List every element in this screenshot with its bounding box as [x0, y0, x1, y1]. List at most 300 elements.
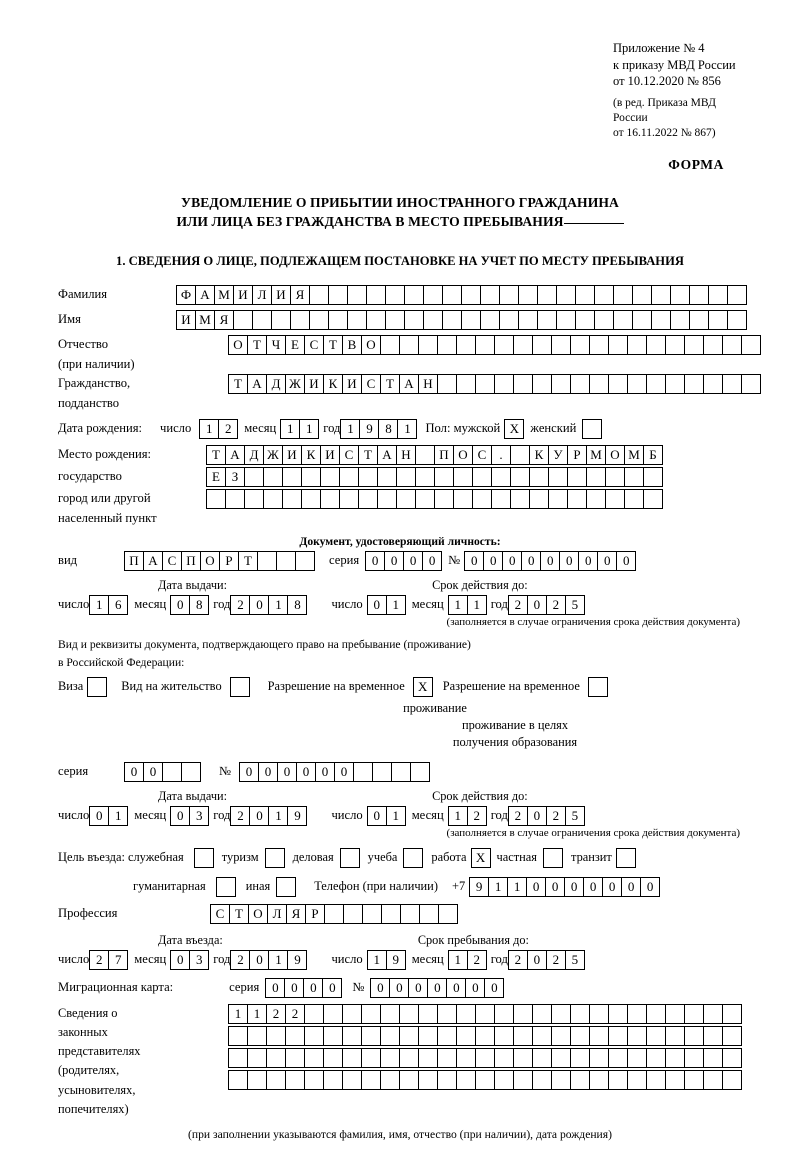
idvyear-cell-0[interactable]: 2	[508, 595, 528, 615]
bplace2-cell-2[interactable]	[244, 467, 264, 487]
bplace3-cell-4[interactable]	[282, 489, 302, 509]
bplace1-cell-10[interactable]: Н	[396, 445, 416, 465]
purpose-other-checkbox[interactable]	[276, 877, 296, 897]
pvmonth-cell-1[interactable]: 2	[467, 806, 487, 826]
name-cell-25[interactable]	[651, 310, 671, 330]
lrow2-cell-25[interactable]	[703, 1026, 723, 1046]
bplace3-cell-1[interactable]	[225, 489, 245, 509]
pvyear-cell-2[interactable]: 2	[546, 806, 566, 826]
bplace3-cell-13[interactable]	[453, 489, 473, 509]
lrow2-cell-15[interactable]	[513, 1026, 533, 1046]
idiyear-cell-0[interactable]: 2	[230, 595, 250, 615]
name-cell-19[interactable]	[537, 310, 557, 330]
name-cell-29[interactable]	[727, 310, 747, 330]
permit-valid-day-cells[interactable]	[367, 806, 406, 826]
syear-cell-2[interactable]: 2	[546, 950, 566, 970]
idtype-cell-8[interactable]	[276, 551, 296, 571]
idimonth-cell-1[interactable]: 8	[189, 595, 209, 615]
lrow3-cell-12[interactable]	[456, 1048, 476, 1068]
patronymic-cell-8[interactable]	[380, 335, 400, 355]
piyear-cell-1[interactable]: 0	[249, 806, 269, 826]
bplace3-cell-20[interactable]	[586, 489, 606, 509]
lrow3-cell-4[interactable]	[304, 1048, 324, 1068]
name-cell-5[interactable]	[271, 310, 291, 330]
emonth-cell-0[interactable]: 0	[170, 950, 190, 970]
lrow2-cell-14[interactable]	[494, 1026, 514, 1046]
ididay-cell-0[interactable]: 1	[89, 595, 109, 615]
idnumber-cell-4[interactable]: 0	[540, 551, 560, 571]
bplace3-cell-12[interactable]	[434, 489, 454, 509]
lrow4-cell-12[interactable]	[456, 1070, 476, 1090]
patronymic-cell-3[interactable]: Е	[285, 335, 305, 355]
bplace3-cell-19[interactable]	[567, 489, 587, 509]
citizenship-cell-23[interactable]	[665, 374, 685, 394]
lrow2-cell-3[interactable]	[285, 1026, 305, 1046]
name-cell-10[interactable]	[366, 310, 386, 330]
identity-valid-year-cells[interactable]	[508, 595, 585, 615]
bplace1-cell-5[interactable]: К	[301, 445, 321, 465]
bplace3-cell-0[interactable]	[206, 489, 226, 509]
name-cell-18[interactable]	[518, 310, 538, 330]
lrow1-cell-12[interactable]	[456, 1004, 476, 1024]
name-cell-11[interactable]	[385, 310, 405, 330]
bplace1-cell-21[interactable]: О	[605, 445, 625, 465]
citizenship-cell-5[interactable]: К	[323, 374, 343, 394]
idtype-cell-7[interactable]	[257, 551, 277, 571]
stay-month-cells[interactable]	[448, 950, 487, 970]
byear-cell-1[interactable]: 9	[359, 419, 379, 439]
idtype-cell-5[interactable]: Р	[219, 551, 239, 571]
sex-female-checkbox[interactable]	[582, 419, 602, 439]
lrow2-cell-7[interactable]	[361, 1026, 381, 1046]
name-cell-3[interactable]	[233, 310, 253, 330]
idiyear-cell-3[interactable]: 8	[287, 595, 307, 615]
bplace1-cell-13[interactable]: О	[453, 445, 473, 465]
bplace2-cell-9[interactable]	[377, 467, 397, 487]
bplace3-cell-10[interactable]	[396, 489, 416, 509]
stay-day-cells[interactable]	[367, 950, 406, 970]
citizenship-cell-8[interactable]: Т	[380, 374, 400, 394]
name-cell-0[interactable]: И	[176, 310, 196, 330]
name-cell-7[interactable]	[309, 310, 329, 330]
lrow1-cell-22[interactable]	[646, 1004, 666, 1024]
bplace2-cell-12[interactable]	[434, 467, 454, 487]
patronymic-cell-24[interactable]	[684, 335, 704, 355]
identity-issue-month-cells[interactable]	[170, 595, 209, 615]
citizenship-cell-6[interactable]: И	[342, 374, 362, 394]
lrow4-cell-4[interactable]	[304, 1070, 324, 1090]
lrow2-cell-16[interactable]	[532, 1026, 552, 1046]
patronymic-cell-14[interactable]	[494, 335, 514, 355]
lrow4-cell-19[interactable]	[589, 1070, 609, 1090]
idnumber-cell-7[interactable]: 0	[597, 551, 617, 571]
citizenship-cells[interactable]	[228, 374, 761, 394]
byear-cell-0[interactable]: 1	[340, 419, 360, 439]
surname-cell-8[interactable]	[328, 285, 348, 305]
purpose-work-checkbox[interactable]: X	[471, 848, 491, 868]
eyear-cell-3[interactable]: 9	[287, 950, 307, 970]
piday-cell-0[interactable]: 0	[89, 806, 109, 826]
citizenship-cell-16[interactable]	[532, 374, 552, 394]
lrow1-cell-2[interactable]: 2	[266, 1004, 286, 1024]
citizenship-cell-12[interactable]	[456, 374, 476, 394]
eyear-cell-0[interactable]: 2	[230, 950, 250, 970]
lrow4-cell-3[interactable]	[285, 1070, 305, 1090]
ididay-cell-1[interactable]: 6	[108, 595, 128, 615]
patronymic-cell-16[interactable]	[532, 335, 552, 355]
idseries-cell-3[interactable]: 0	[422, 551, 442, 571]
lrow3-cell-11[interactable]	[437, 1048, 457, 1068]
purpose-private-checkbox[interactable]	[543, 848, 563, 868]
lrow2-cell-19[interactable]	[589, 1026, 609, 1046]
lrow4-cell-24[interactable]	[684, 1070, 704, 1090]
bmonth-cell-0[interactable]: 1	[280, 419, 300, 439]
lrow2-cell-9[interactable]	[399, 1026, 419, 1046]
patronymic-cell-9[interactable]	[399, 335, 419, 355]
surname-cell-28[interactable]	[708, 285, 728, 305]
patronymic-cell-7[interactable]: О	[361, 335, 381, 355]
lrow4-cell-21[interactable]	[627, 1070, 647, 1090]
phone-cell-1[interactable]: 1	[488, 877, 508, 897]
mnumber-cell-3[interactable]: 0	[427, 978, 447, 998]
lrow4-cell-7[interactable]	[361, 1070, 381, 1090]
lrow4-cell-22[interactable]	[646, 1070, 666, 1090]
purpose-business-checkbox[interactable]	[340, 848, 360, 868]
pnumber-cell-6[interactable]	[353, 762, 373, 782]
citizenship-cell-9[interactable]: А	[399, 374, 419, 394]
bplace3-cell-7[interactable]	[339, 489, 359, 509]
purpose-tourism-checkbox[interactable]	[265, 848, 285, 868]
bplace2-cell-18[interactable]	[548, 467, 568, 487]
lrow3-cell-10[interactable]	[418, 1048, 438, 1068]
lrow1-cell-3[interactable]: 2	[285, 1004, 305, 1024]
patronymic-cell-13[interactable]	[475, 335, 495, 355]
lrow2-cell-8[interactable]	[380, 1026, 400, 1046]
patronymic-cell-6[interactable]: В	[342, 335, 362, 355]
idtype-cell-1[interactable]: А	[143, 551, 163, 571]
prof-cell-12[interactable]	[438, 904, 458, 924]
citizenship-cell-20[interactable]	[608, 374, 628, 394]
citizenship-cell-22[interactable]	[646, 374, 666, 394]
bplace2-cell-15[interactable]	[491, 467, 511, 487]
entry-month-cells[interactable]	[170, 950, 209, 970]
bplace1-cell-8[interactable]: Т	[358, 445, 378, 465]
pimonth-cell-0[interactable]: 0	[170, 806, 190, 826]
citizenship-cell-0[interactable]: Т	[228, 374, 248, 394]
idvyear-cell-1[interactable]: 0	[527, 595, 547, 615]
lrow3-cell-7[interactable]	[361, 1048, 381, 1068]
bplace1-cell-2[interactable]: Д	[244, 445, 264, 465]
surname-cell-22[interactable]	[594, 285, 614, 305]
citizenship-cell-2[interactable]: Д	[266, 374, 286, 394]
mnumber-cell-5[interactable]: 0	[465, 978, 485, 998]
patronymic-cell-20[interactable]	[608, 335, 628, 355]
lrow4-cell-1[interactable]	[247, 1070, 267, 1090]
lrow2-cell-0[interactable]	[228, 1026, 248, 1046]
patronymic-cell-5[interactable]: Т	[323, 335, 343, 355]
phone-cells[interactable]	[469, 877, 660, 897]
pnumber-cell-9[interactable]	[410, 762, 430, 782]
prof-cell-9[interactable]	[381, 904, 401, 924]
citizenship-cell-19[interactable]	[589, 374, 609, 394]
lrow1-cell-17[interactable]	[551, 1004, 571, 1024]
lrow2-cell-11[interactable]	[437, 1026, 457, 1046]
lrow4-cell-6[interactable]	[342, 1070, 362, 1090]
phone-cell-3[interactable]: 0	[526, 877, 546, 897]
permit-series-cells[interactable]	[124, 762, 201, 782]
idnumber-cell-8[interactable]: 0	[616, 551, 636, 571]
bplace1-cell-9[interactable]: А	[377, 445, 397, 465]
bmonth-cell-1[interactable]: 1	[299, 419, 319, 439]
lrow4-cell-8[interactable]	[380, 1070, 400, 1090]
pvyear-cell-0[interactable]: 2	[508, 806, 528, 826]
phone-cell-9[interactable]: 0	[640, 877, 660, 897]
surname-cell-14[interactable]	[442, 285, 462, 305]
lrow2-cell-1[interactable]	[247, 1026, 267, 1046]
surname-cell-5[interactable]: И	[271, 285, 291, 305]
bday-cell-0[interactable]: 1	[199, 419, 219, 439]
identity-issue-year-cells[interactable]	[230, 595, 307, 615]
bplace2-cell-6[interactable]	[320, 467, 340, 487]
lrow2-cell-21[interactable]	[627, 1026, 647, 1046]
patronymic-cell-4[interactable]: С	[304, 335, 324, 355]
lrow1-cell-1[interactable]: 1	[247, 1004, 267, 1024]
patronymic-cell-15[interactable]	[513, 335, 533, 355]
citizenship-cell-1[interactable]: А	[247, 374, 267, 394]
lrow2-cell-17[interactable]	[551, 1026, 571, 1046]
citizenship-cell-14[interactable]	[494, 374, 514, 394]
lrow1-cell-15[interactable]	[513, 1004, 533, 1024]
idnumber-cell-5[interactable]: 0	[559, 551, 579, 571]
pnumber-cell-1[interactable]: 0	[258, 762, 278, 782]
patronymic-cell-21[interactable]	[627, 335, 647, 355]
patronymic-cell-23[interactable]	[665, 335, 685, 355]
pvday-cell-1[interactable]: 1	[386, 806, 406, 826]
bplace1-cell-1[interactable]: А	[225, 445, 245, 465]
lrow4-cell-17[interactable]	[551, 1070, 571, 1090]
citizenship-cell-15[interactable]	[513, 374, 533, 394]
idvday-cell-1[interactable]: 1	[386, 595, 406, 615]
phone-cell-8[interactable]: 0	[621, 877, 641, 897]
surname-cell-24[interactable]	[632, 285, 652, 305]
lrow3-cell-8[interactable]	[380, 1048, 400, 1068]
name-cell-13[interactable]	[423, 310, 443, 330]
mseries-cell-3[interactable]: 0	[322, 978, 342, 998]
prof-cell-8[interactable]	[362, 904, 382, 924]
bplace2-cell-13[interactable]	[453, 467, 473, 487]
pnumber-cell-7[interactable]	[372, 762, 392, 782]
lrow4-cell-9[interactable]	[399, 1070, 419, 1090]
mnumber-cell-4[interactable]: 0	[446, 978, 466, 998]
surname-cell-13[interactable]	[423, 285, 443, 305]
lrow4-cell-25[interactable]	[703, 1070, 723, 1090]
permit-valid-month-cells[interactable]	[448, 806, 487, 826]
prof-cell-6[interactable]	[324, 904, 344, 924]
surname-cell-11[interactable]	[385, 285, 405, 305]
idtype-cell-0[interactable]: П	[124, 551, 144, 571]
pnumber-cell-4[interactable]: 0	[315, 762, 335, 782]
lrow4-cell-10[interactable]	[418, 1070, 438, 1090]
syear-cell-0[interactable]: 2	[508, 950, 528, 970]
name-cell-2[interactable]: Я	[214, 310, 234, 330]
phone-cell-2[interactable]: 1	[507, 877, 527, 897]
patronymic-cell-18[interactable]	[570, 335, 590, 355]
lrow3-cell-19[interactable]	[589, 1048, 609, 1068]
bplace1-cell-7[interactable]: С	[339, 445, 359, 465]
mseries-cell-1[interactable]: 0	[284, 978, 304, 998]
citizenship-cell-27[interactable]	[741, 374, 761, 394]
birth-month-cells[interactable]	[280, 419, 319, 439]
entry-day-cells[interactable]	[89, 950, 128, 970]
lrow2-cell-23[interactable]	[665, 1026, 685, 1046]
bplace1-cell-14[interactable]: С	[472, 445, 492, 465]
citizenship-cell-3[interactable]: Ж	[285, 374, 305, 394]
idseries-cell-0[interactable]: 0	[365, 551, 385, 571]
lrow3-cell-16[interactable]	[532, 1048, 552, 1068]
lrow1-cell-4[interactable]	[304, 1004, 324, 1024]
citizenship-cell-10[interactable]: Н	[418, 374, 438, 394]
bplace1-cell-4[interactable]: И	[282, 445, 302, 465]
name-cell-24[interactable]	[632, 310, 652, 330]
syear-cell-1[interactable]: 0	[527, 950, 547, 970]
bplace3-cell-11[interactable]	[415, 489, 435, 509]
bplace1-cell-16[interactable]	[510, 445, 530, 465]
name-cell-23[interactable]	[613, 310, 633, 330]
idnumber-cell-0[interactable]: 0	[464, 551, 484, 571]
bplace2-cell-11[interactable]	[415, 467, 435, 487]
temp-residence-checkbox[interactable]: X	[413, 677, 433, 697]
legal-row-2[interactable]	[228, 1026, 742, 1046]
purpose-transit-checkbox[interactable]	[616, 848, 636, 868]
lrow3-cell-20[interactable]	[608, 1048, 628, 1068]
citizenship-cell-18[interactable]	[570, 374, 590, 394]
surname-cell-21[interactable]	[575, 285, 595, 305]
surname-cell-16[interactable]	[480, 285, 500, 305]
patronymic-cells[interactable]	[228, 335, 761, 355]
name-cell-26[interactable]	[670, 310, 690, 330]
eyear-cell-1[interactable]: 0	[249, 950, 269, 970]
surname-cell-20[interactable]	[556, 285, 576, 305]
eday-cell-1[interactable]: 7	[108, 950, 128, 970]
surname-cell-26[interactable]	[670, 285, 690, 305]
name-cell-21[interactable]	[575, 310, 595, 330]
bplace3-cell-6[interactable]	[320, 489, 340, 509]
idseries-cell-1[interactable]: 0	[384, 551, 404, 571]
bplace1-cell-20[interactable]: М	[586, 445, 606, 465]
lrow4-cell-11[interactable]	[437, 1070, 457, 1090]
idvyear-cell-3[interactable]: 5	[565, 595, 585, 615]
name-cell-15[interactable]	[461, 310, 481, 330]
lrow1-cell-7[interactable]	[361, 1004, 381, 1024]
surname-cell-9[interactable]	[347, 285, 367, 305]
edu-residence-checkbox[interactable]	[588, 677, 608, 697]
mnumber-cell-1[interactable]: 0	[389, 978, 409, 998]
lrow2-cell-2[interactable]	[266, 1026, 286, 1046]
prof-cell-10[interactable]	[400, 904, 420, 924]
surname-cell-17[interactable]	[499, 285, 519, 305]
mseries-cell-2[interactable]: 0	[303, 978, 323, 998]
lrow3-cell-17[interactable]	[551, 1048, 571, 1068]
citizenship-cell-26[interactable]	[722, 374, 742, 394]
bplace2-cell-8[interactable]	[358, 467, 378, 487]
lrow2-cell-18[interactable]	[570, 1026, 590, 1046]
lrow3-cell-14[interactable]	[494, 1048, 514, 1068]
bplace2-cell-0[interactable]: Е	[206, 467, 226, 487]
stay-year-cells[interactable]	[508, 950, 585, 970]
surname-cell-7[interactable]	[309, 285, 329, 305]
sday-cell-1[interactable]: 9	[386, 950, 406, 970]
bplace3-cell-16[interactable]	[510, 489, 530, 509]
purpose-study-checkbox[interactable]	[403, 848, 423, 868]
mnumber-cell-6[interactable]: 0	[484, 978, 504, 998]
patronymic-cell-1[interactable]: Т	[247, 335, 267, 355]
lrow4-cell-5[interactable]	[323, 1070, 343, 1090]
citizenship-cell-4[interactable]: И	[304, 374, 324, 394]
bplace3-cell-2[interactable]	[244, 489, 264, 509]
pvday-cell-0[interactable]: 0	[367, 806, 387, 826]
citizenship-cell-24[interactable]	[684, 374, 704, 394]
lrow3-cell-22[interactable]	[646, 1048, 666, 1068]
surname-cell-25[interactable]	[651, 285, 671, 305]
piday-cell-1[interactable]: 1	[108, 806, 128, 826]
lrow1-cell-20[interactable]	[608, 1004, 628, 1024]
name-cell-27[interactable]	[689, 310, 709, 330]
bplace3-cell-17[interactable]	[529, 489, 549, 509]
prof-cell-11[interactable]	[419, 904, 439, 924]
lrow4-cell-2[interactable]	[266, 1070, 286, 1090]
bplace1-cell-0[interactable]: Т	[206, 445, 226, 465]
lrow1-cell-23[interactable]	[665, 1004, 685, 1024]
name-cell-8[interactable]	[328, 310, 348, 330]
bplace1-cell-3[interactable]: Ж	[263, 445, 283, 465]
lrow2-cell-26[interactable]	[722, 1026, 742, 1046]
citizenship-cell-17[interactable]	[551, 374, 571, 394]
bplace1-cell-12[interactable]: П	[434, 445, 454, 465]
sex-male-checkbox[interactable]: X	[504, 419, 524, 439]
idnumber-cell-2[interactable]: 0	[502, 551, 522, 571]
lrow2-cell-10[interactable]	[418, 1026, 438, 1046]
surname-cell-19[interactable]	[537, 285, 557, 305]
pimonth-cell-1[interactable]: 3	[189, 806, 209, 826]
purpose-humanitarian-checkbox[interactable]	[216, 877, 236, 897]
mnumber-cell-2[interactable]: 0	[408, 978, 428, 998]
lrow2-cell-20[interactable]	[608, 1026, 628, 1046]
phone-cell-5[interactable]: 0	[564, 877, 584, 897]
patronymic-cell-2[interactable]: Ч	[266, 335, 286, 355]
idnumber-cell-3[interactable]: 0	[521, 551, 541, 571]
name-cell-22[interactable]	[594, 310, 614, 330]
legal-row-4[interactable]	[228, 1070, 742, 1090]
idtype-cell-3[interactable]: П	[181, 551, 201, 571]
bplace2-cell-10[interactable]	[396, 467, 416, 487]
lrow2-cell-12[interactable]	[456, 1026, 476, 1046]
citizenship-cell-25[interactable]	[703, 374, 723, 394]
bplace2-cell-16[interactable]	[510, 467, 530, 487]
idiyear-cell-1[interactable]: 0	[249, 595, 269, 615]
lrow1-cell-21[interactable]	[627, 1004, 647, 1024]
lrow1-cell-13[interactable]	[475, 1004, 495, 1024]
bplace2-cell-14[interactable]	[472, 467, 492, 487]
citizenship-cell-11[interactable]	[437, 374, 457, 394]
bplace1-cell-18[interactable]: У	[548, 445, 568, 465]
citizenship-cell-13[interactable]	[475, 374, 495, 394]
lrow1-cell-0[interactable]: 1	[228, 1004, 248, 1024]
lrow1-cell-19[interactable]	[589, 1004, 609, 1024]
pvyear-cell-3[interactable]: 5	[565, 806, 585, 826]
permit-issue-month-cells[interactable]	[170, 806, 209, 826]
lrow3-cell-0[interactable]	[228, 1048, 248, 1068]
identity-issue-day-cells[interactable]	[89, 595, 128, 615]
